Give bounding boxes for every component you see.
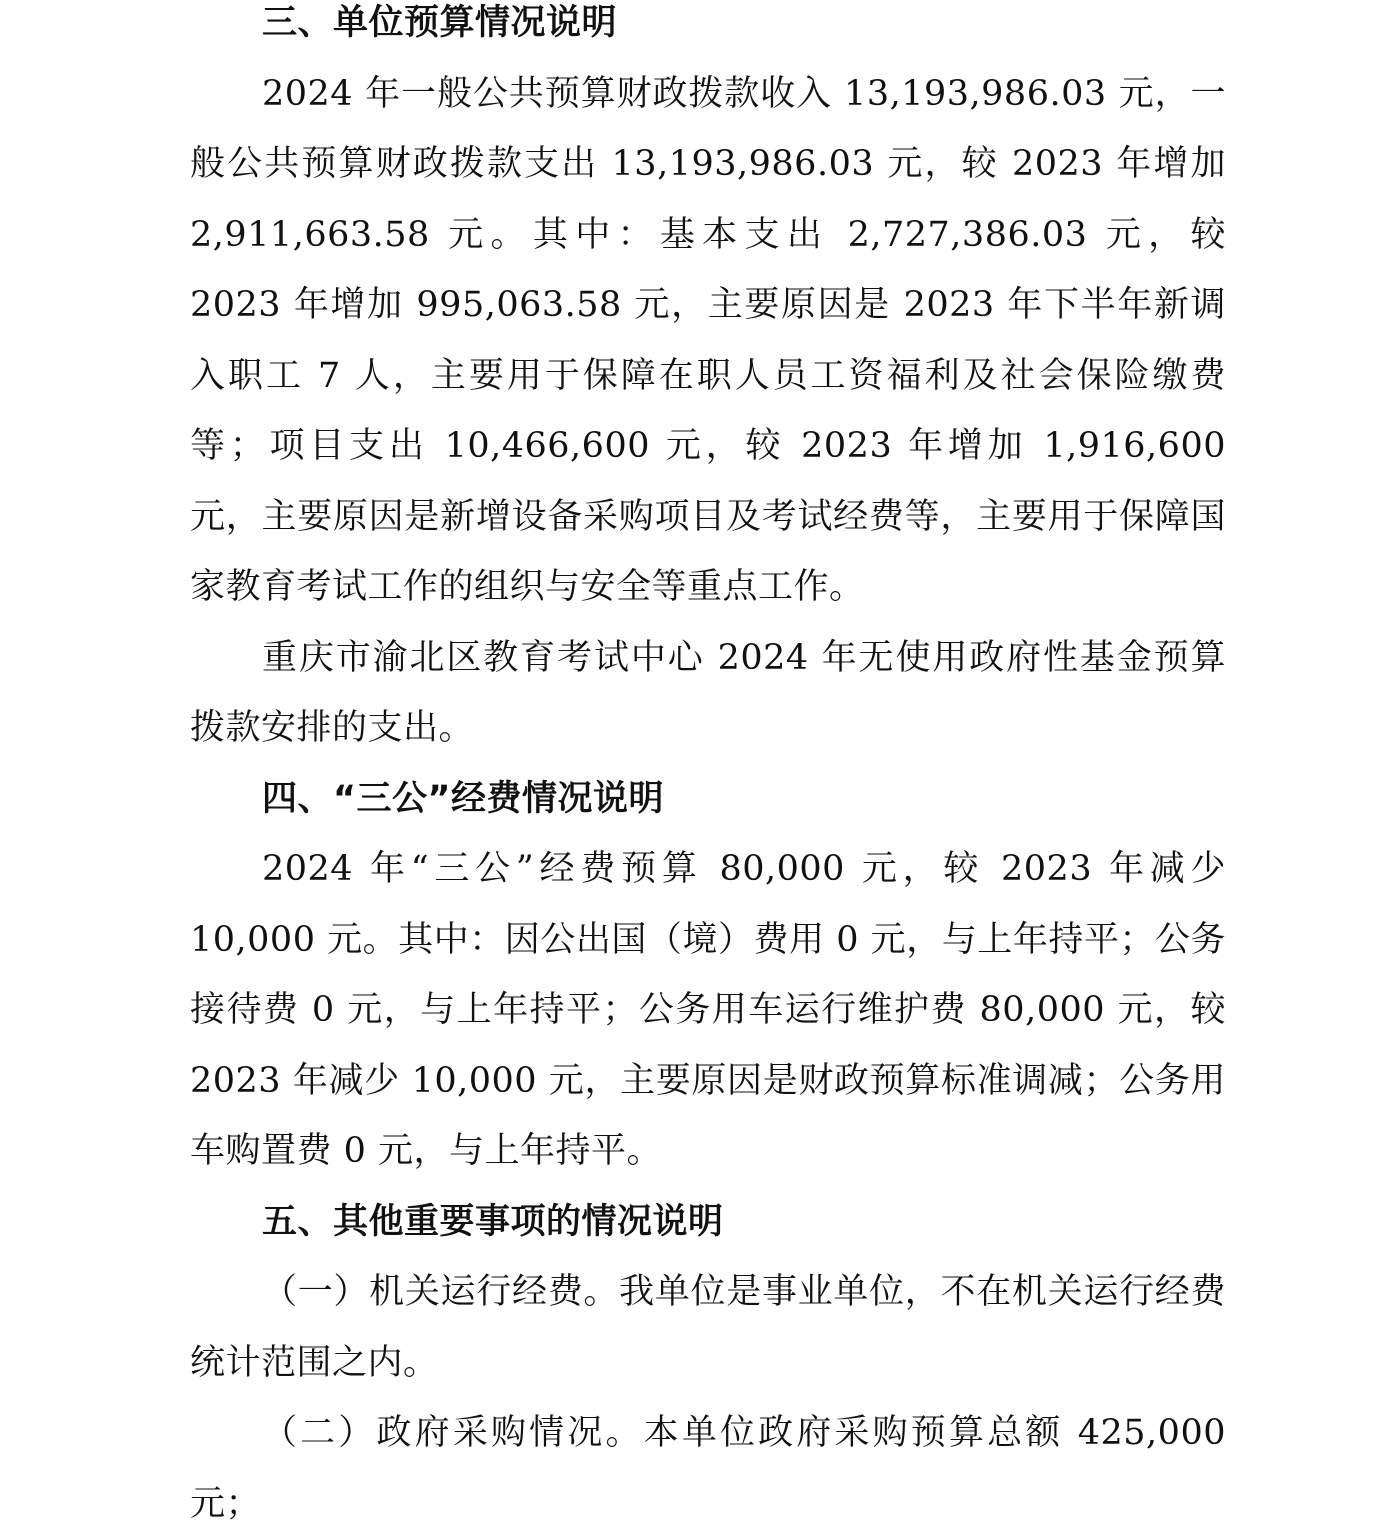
document-body	[190, 0, 1226, 1539]
section-heading-budget: 三、单位预算情况说明	[262, 3, 618, 43]
paragraph-government-fund: 重庆市渝北区教育考试中心 2024 年无使用政府性基金预算拨款安排的支出。	[190, 637, 1226, 748]
section-heading-other-matters: 五、其他重要事项的情况说明	[262, 1201, 724, 1242]
paragraph-procurement: （二）政府采购情况。本单位政府采购预算总额 425,000 元；	[190, 1413, 1226, 1524]
paragraph-operating-expenses: （一）机关运行经费。我单位是事业单位，不在机关运行经费统计范围之内。	[190, 1272, 1226, 1383]
paragraph-three-public-expenses: 2024 年“三公”经费预算 80,000 元，较 2023 年减少 10,000 元。其中：因公出国（境）费用 0 元，与上年持平；公务接待费 0 元，与上年持平；公务用车运行维护费 80,000 元，较 2023 年减少 10,000 元，主要原因是财政预算标准调减；公务用车购置费 0 元，与上年持平。	[190, 849, 1226, 1171]
section-heading-three-public: 四、“三公”经费情况说明	[262, 778, 665, 819]
paragraph-general-budget: 2024 年一般公共预算财政拨款收入 13,193,986.03 元，一般公共预算财政拨款支出 13,193,986.03 元，较 2023 年增加 2,911,663.58 元。其中：基本支出 2,727,386.03 元，较 2023 年增加 995,063.58 元，主要原因是 2023 年下半年新调入职工 7 人，主要用于保障在职人员工资福利及社会保险缴费等；项目支出 10,466,600 元，较 2023 年增加 1,916,600 元，主要原因是新增设备采购项目及考试经费等，主要用于保障国家教育考试工作的组织与安全等重点工作。	[190, 73, 1226, 607]
